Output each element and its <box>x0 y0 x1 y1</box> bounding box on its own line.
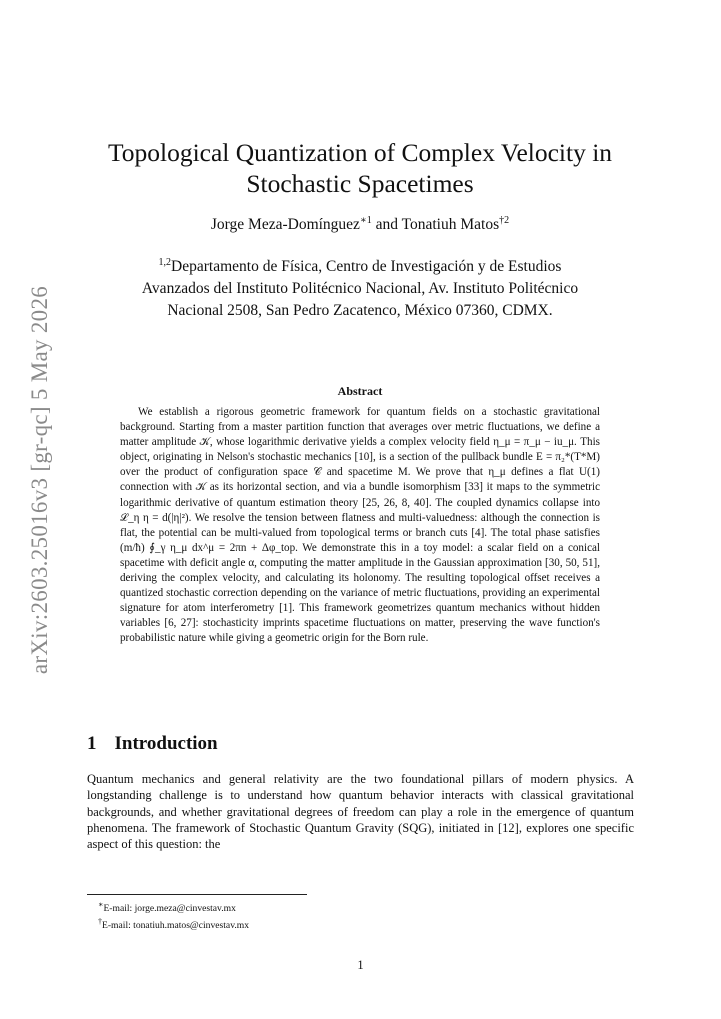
affiliation-line-1: Departamento de Física, Centro de Investigación y de Estudios <box>171 258 562 276</box>
section-heading <box>87 733 218 755</box>
author-conjunction: and <box>371 216 402 234</box>
arxiv-stamp <box>20 285 60 675</box>
footnote-2-mark: † <box>98 917 102 927</box>
footnote-divider <box>87 894 307 895</box>
footnote-2-text: E-mail: tonatiuh.matos@cinvestav.mx <box>102 920 250 932</box>
paper-title <box>70 137 650 199</box>
affiliation-line-2: Avanzados del Instituto Politécnico Nacional, Av. Instituto Politécnico <box>141 280 579 298</box>
abstract-heading: Abstract <box>337 384 383 398</box>
footnote-2 <box>98 915 249 932</box>
author-list <box>70 215 650 234</box>
affiliation-line-3: Nacional 2508, San Pedro Zacatenco, México 07360, CDMX. <box>167 302 553 320</box>
author-1-mark: ∗1 <box>359 215 372 226</box>
intro-paragraph: Quantum mechanics and general relativity are the two foundational pillars of modern physics. A longstanding challenge is to understand how quantum behavior interacts with classical gravitational backgrounds, and whether gravitational degrees of freedom can play a role in the emergence of quantum phenomena. The framework of Stochastic Quantum Gravity (SQG), initiated in [12], explores one specific aspect of this question: the <box>87 772 634 852</box>
affiliation <box>70 252 650 322</box>
arxiv-id: arXiv:2603.25016v3 [gr-qc] 5 May 2026 <box>27 285 52 675</box>
page-number: 1 <box>357 958 364 972</box>
footnote-1 <box>98 898 249 915</box>
author-2-mark: †2 <box>499 215 510 226</box>
title-line-1: Topological Quantization of Complex Velocity in <box>107 138 613 167</box>
author-2: Tonatiuh Matos <box>401 216 500 234</box>
footnote-1-text: E-mail: jorge.meza@cinvestav.mx <box>103 903 236 915</box>
affiliation-mark: 1,2 <box>158 257 172 268</box>
title-line-2: Stochastic Spacetimes <box>246 169 474 198</box>
footnote-1-mark: ∗ <box>98 900 104 909</box>
section-number: 1 <box>87 733 97 754</box>
author-1: Jorge Meza-Domínguez <box>210 216 360 234</box>
section-title: Introduction <box>114 733 218 754</box>
footnotes <box>98 898 249 932</box>
abstract-body: We establish a rigorous geometric framework for quantum fields on a stochastic gravitational background. Starting from a master partition function that averages over metric fluctuations, we define a matter amplitude 𝒦, whose logarithmic derivative yields a complex velocity field η_μ = π_μ − iu_μ. This object, originating in Nelson's stochastic mechanics [10], is a section of the pullback bundle E = π₂*(T*M) over the product of configuration space 𝒞 and spacetime M. We prove that η_μ defines a flat U(1) connection with 𝒦 as its horizontal section, and via a bundle isomorphism [33] it maps to the symmetric logarithmic derivative of quantum estimation theory [25, 26, 8, 40]. The coupled dynamics collapse into ℒ_η η = d(|η|²). We resolve the tension between flatness and multi-valuedness: although the connection is flat, the potential can be multi-valued from topological terms or branch cuts [4]. The total phase satisfies (m/ħ) ∮_γ η_μ dx^μ = 2πn + Δφ_top. We demonstrate this in a toy model: a scalar field on a conical spacetime with deficit angle α, computing the matter amplitude in the Gaussian approximation [30, 50, 51], deriving the complex velocity, and calculating its holonomy. The resulting topological offset receives a quantized stochastic correction depending on the variance of metric fluctuations, providing an experimental signature for atom interferometry [1]. This framework geometrizes quantum mechanics without hidden variables [6, 27]: stochasticity imprints spacetime fluctuations on matter, preserving the wave function's probabilistic nature while giving a geometric origin for the Born rule. <box>120 406 600 645</box>
